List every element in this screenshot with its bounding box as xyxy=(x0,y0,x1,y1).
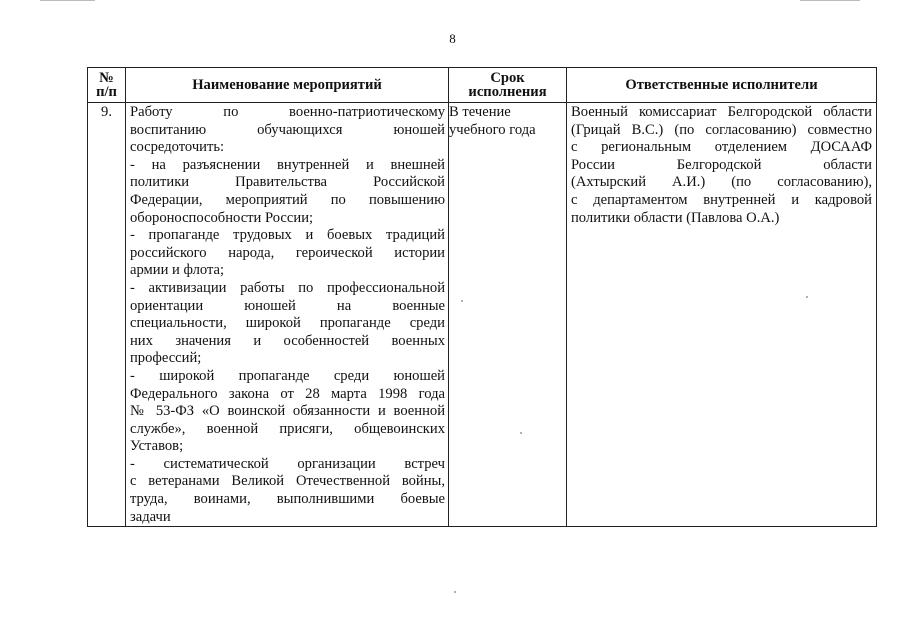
responsible-line: политики области (Павлова О.А.) xyxy=(571,209,780,226)
description-line: - пропаганде трудовых и боевых традиций xyxy=(130,227,445,244)
scan-edge-line-right xyxy=(800,0,860,1)
description-line: - систематической организации встреч xyxy=(130,455,445,472)
execution-term xyxy=(449,103,567,527)
description-line: профессий; xyxy=(130,350,202,367)
description-line: задачи xyxy=(130,508,171,525)
responsible-line: России Белгородской области xyxy=(571,156,872,173)
description-line: - активизации работы по профессиональной xyxy=(130,279,445,296)
responsible-executors xyxy=(567,103,877,527)
description-line: сосредоточить: xyxy=(130,139,225,156)
description-line: № 53-ФЗ «О воинской обязанности и военной xyxy=(130,403,445,420)
header-term: Срок исполнения xyxy=(449,68,567,103)
description-line: труда, воинами, выполнившими боевые xyxy=(130,491,445,508)
scan-edge-line-left xyxy=(40,0,95,1)
description-line: воспитанию обучающихся юношей xyxy=(130,121,445,138)
header-responsible: Ответственные исполнители xyxy=(567,68,877,103)
description-line: с ветеранами Великой Отечественной войны, xyxy=(130,473,445,490)
page-number: 8 xyxy=(449,31,456,46)
description-line: ориентации юношей на военные xyxy=(130,297,445,314)
description-line: специальности, широкой пропаганде среди xyxy=(130,315,445,332)
description-line: обороноспособности России; xyxy=(130,209,314,226)
description-line: Федерации, мероприятий по повышению xyxy=(130,191,445,208)
description-line: Федерального закона от 28 марта 1998 года xyxy=(130,385,445,402)
responsible-line: (Грицай В.С.) (по согласованию) совместно xyxy=(571,121,872,138)
row-number: 9. xyxy=(88,103,126,527)
events-table xyxy=(87,67,877,527)
scan-speck xyxy=(461,300,463,302)
description-line: - широкой пропаганде среди юношей xyxy=(130,367,445,384)
scan-speck xyxy=(520,432,522,434)
term-line: учебного года xyxy=(449,121,536,138)
header-number: № п/п xyxy=(88,68,126,103)
term-line: В течение xyxy=(449,104,511,120)
scan-speck xyxy=(454,591,456,593)
description-line: политики Правительства Российской xyxy=(130,174,445,191)
responsible-line: с департаментом внутренней и кадровой xyxy=(571,191,872,208)
description-line: российского народа, героической истории xyxy=(130,244,445,261)
responsible-line: Военный комиссариат Белгородской области xyxy=(571,104,872,120)
description-line: них значения и особенностей военных xyxy=(130,332,445,349)
description-line: - на разъяснении внутренней и внешней xyxy=(130,156,445,173)
responsible-line: (Ахтырский А.И.) (по согласованию), xyxy=(571,174,872,191)
description-line: армии и флота; xyxy=(130,262,225,279)
table-row xyxy=(88,103,877,527)
scan-speck xyxy=(806,296,808,298)
event-description xyxy=(126,103,449,527)
header-event-name: Наименование мероприятий xyxy=(126,68,449,103)
responsible-line: с региональным отделением ДОСААФ xyxy=(571,139,872,156)
description-line: Уставов; xyxy=(130,438,184,455)
description-line: Работу по военно-патриотическому xyxy=(130,104,445,120)
table-header-row xyxy=(88,68,877,103)
description-line: службе», военной присяги, общевоинских xyxy=(130,420,445,437)
